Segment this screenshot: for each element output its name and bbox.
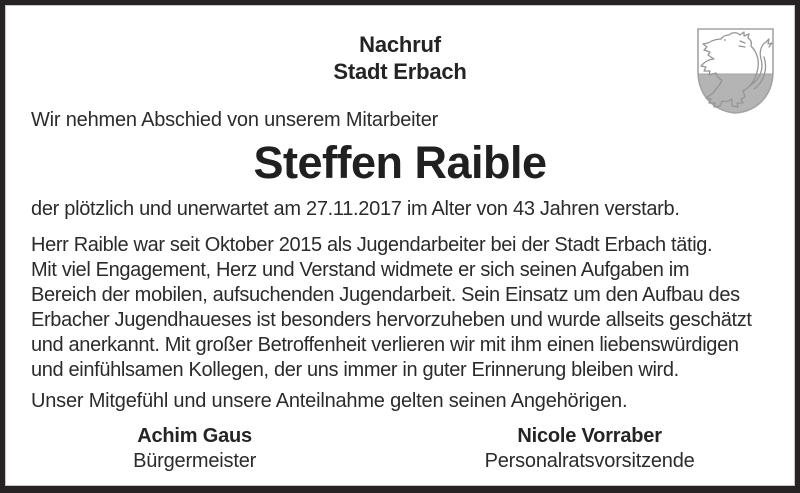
tribute-line-6: und einfühlsamen Kollegen, der uns immer in guter Erinnerung bleiben wird. (31, 359, 679, 381)
tribute-line-2: Mit viel Engagement, Herz und Verstand widmete er sich seinen Aufgaben im (31, 259, 690, 281)
signer-name-staff-council: Nicole Vorraber (517, 425, 662, 447)
shield-lower-half (696, 74, 775, 115)
death-line: der plötzlich und unerwartet am 27.11.2017 im Alter von 43 Jahren verstarb. (31, 198, 680, 220)
signature-row (5, 424, 795, 474)
signer-name-mayor: Achim Gaus (137, 425, 252, 447)
deceased-name: Steffen Raible (253, 137, 547, 188)
issuer-title: Stadt Erbach (333, 59, 467, 84)
condolence-line: Unser Mitgefühl und unsere Anteilnahme gelten seinen Angehörigen. (31, 390, 628, 412)
signature-staff-council (384, 424, 795, 474)
tribute-paragraph (31, 233, 795, 383)
signature-mayor (5, 424, 384, 474)
signer-title-mayor: Bürgermeister (133, 450, 257, 472)
lion-eye (724, 39, 726, 41)
notice-type-title: Nachruf (359, 32, 441, 57)
tribute-line-4: Erbacher Jugendhaueses ist besonders hervorzuheben und wurde allseits geschätzt (31, 309, 752, 331)
signer-title-staff-council: Personalratsvorsitzende (484, 450, 695, 472)
intro-line: Wir nehmen Abschied von unserem Mitarbeiter (31, 109, 439, 131)
notice-header (5, 31, 795, 85)
tribute-line-3: Bereich der mobilen, aufsuchenden Jugendarbeit. Sein Einsatz um den Aufbau des (31, 284, 740, 306)
tribute-line-1: Herr Raible war seit Oktober 2015 als Jugendarbeiter bei der Stadt Erbach tätig. (31, 234, 713, 256)
stadt-erbach-coat-of-arms-icon (696, 27, 775, 115)
tribute-line-5: und anerkannt. Mit großer Betroffenheit verlieren wir mit ihm einen liebenswürdigen (31, 334, 739, 356)
